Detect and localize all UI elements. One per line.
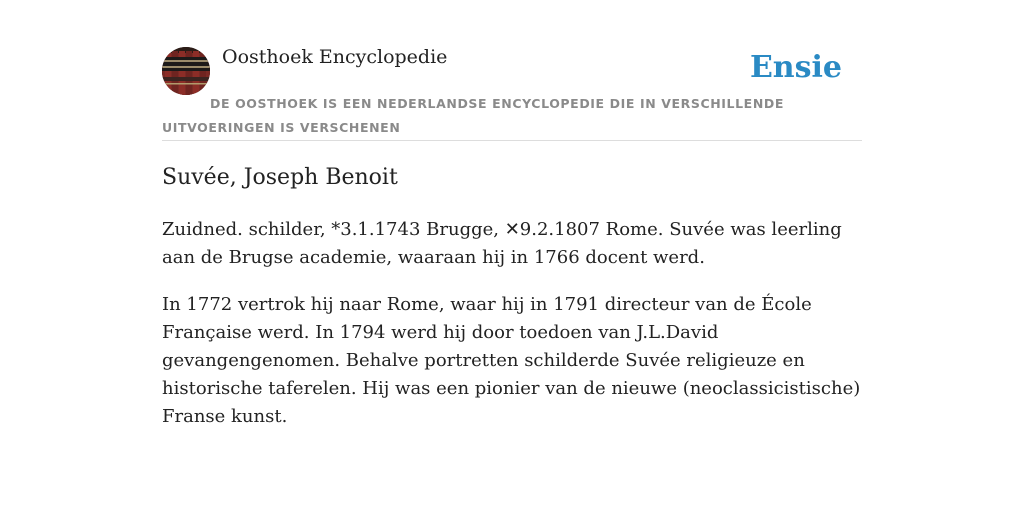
page-container	[162, 44, 862, 427]
site-tagline: DE OOSTHOEK IS EEN NEDERLANDSE ENCYCLOPEDIE DIE IN VERSCHILLENDE UITVOERINGEN IS VERSCHENEN	[162, 96, 784, 135]
article-title: Suvée, Joseph Benoit	[162, 165, 398, 190]
article	[162, 162, 862, 427]
site-name[interactable]: Oosthoek Encyclopedie	[222, 46, 448, 68]
avatar[interactable]	[162, 47, 210, 95]
brand-logo[interactable]: Ensie	[749, 50, 842, 85]
site-header	[162, 44, 862, 141]
article-paragraph: In 1772 vertrok hij naar Rome, waar hij in 1791 directeur van de École Française werd. In 1794 werd hij door toedoen van J.L.David gevangengenomen. Behalve portretten schilderde Suvée religieuze en historische taferelen. Hij was een pionier van de nieuwe (neoclassicistische) Franse kunst.	[162, 294, 861, 427]
book-spines-icon	[162, 47, 210, 95]
article-paragraph: Zuidned. schilder, *3.1.1743 Brugge, ✕9.2.1807 Rome. Suvée was leerling aan de Brugse academie, waaraan hij in 1766 docent werd.	[162, 219, 842, 268]
